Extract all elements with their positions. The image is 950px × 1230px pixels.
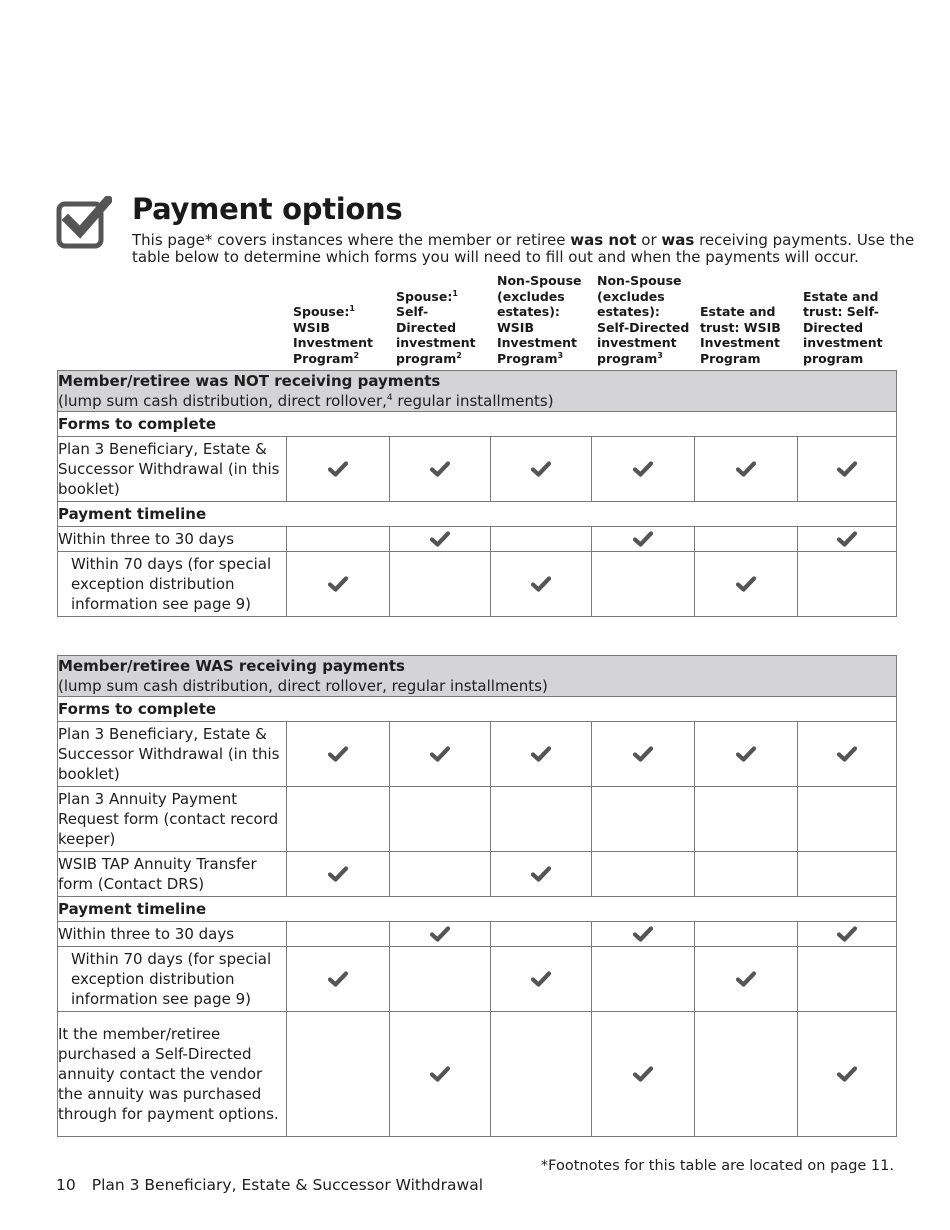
check-cell (491, 1012, 592, 1137)
row-label: It the member/retiree purchased a Self-Directed annuity contact the vendor the annuity was purchased through for payment options. (58, 1012, 287, 1137)
page-footer (56, 1176, 483, 1194)
checkmark-icon (837, 531, 857, 547)
section-header: Member/retiree WAS receiving payments (lump sum cash distribution, direct rollover, regular installments) (58, 656, 897, 697)
checkmark-icon (430, 531, 450, 547)
check-cell (695, 527, 798, 552)
table-row (58, 1012, 897, 1137)
table-row (58, 437, 897, 502)
checkmark-icon (328, 576, 348, 592)
check-cell (798, 922, 897, 947)
check-cell (287, 552, 390, 617)
row-label: Plan 3 Annuity Payment Request form (contact record keeper) (58, 787, 287, 852)
checkmark-icon (531, 576, 551, 592)
timeline-subheader: Payment timeline (58, 897, 897, 922)
table-row (58, 787, 897, 852)
checkmark-icon (328, 746, 348, 762)
checkmark-icon (736, 971, 756, 987)
checkmark-icon (531, 866, 551, 882)
check-cell (592, 437, 695, 502)
table-row (58, 852, 897, 897)
column-header: Spouse:$^1$ Self- Directed investment program$^2$ (396, 288, 476, 366)
column-header: Spouse:$^1$ WSIB Investment Program$^2$ (293, 303, 373, 366)
row-label: WSIB TAP Annuity Transfer form (Contact DRS) (58, 852, 287, 897)
checkmark-icon (837, 461, 857, 477)
checkmark-icon (328, 461, 348, 477)
check-cell (695, 722, 798, 787)
row-label: Within three to 30 days (58, 527, 287, 552)
check-cell (592, 947, 695, 1012)
check-cell (491, 947, 592, 1012)
checkmark-icon (328, 971, 348, 987)
column-header: Non-Spouse (excludes estates): WSIB Investment Program$^3$ (497, 273, 582, 366)
check-cell (390, 852, 491, 897)
check-cell (491, 852, 592, 897)
table-row (58, 722, 897, 787)
check-cell (390, 722, 491, 787)
row-label: Plan 3 Beneficiary, Estate & Successor Withdrawal (in this booklet) (58, 437, 287, 502)
table-not-receiving (57, 370, 897, 617)
check-cell (491, 552, 592, 617)
checkbox-check-icon (56, 196, 112, 250)
row-label: Within 70 days (for special exception distribution information see page 9) (58, 552, 287, 617)
check-cell (798, 722, 897, 787)
check-cell (695, 552, 798, 617)
checkmark-icon (430, 926, 450, 942)
table-row (58, 947, 897, 1012)
check-cell (390, 527, 491, 552)
table-footnote: *Footnotes for this table are located on page 11. (540, 1158, 894, 1174)
table-row (58, 527, 897, 552)
check-cell (592, 852, 695, 897)
row-label: Plan 3 Beneficiary, Estate & Successor Withdrawal (in this booklet) (58, 722, 287, 787)
timeline-subheader: Payment timeline (58, 502, 897, 527)
check-cell (592, 722, 695, 787)
check-cell (287, 947, 390, 1012)
table-row (58, 552, 897, 617)
column-header: Estate and trust: Self- Directed investment program (803, 288, 883, 366)
checkmark-icon (633, 926, 653, 942)
section-header: Member/retiree was NOT receiving payments (lump sum cash distribution, direct rollover,$^4$ regular installments) (58, 371, 897, 412)
footer-title: Plan 3 Beneficiary, Estate & Successor Withdrawal (91, 1176, 484, 1194)
checkmark-icon (633, 1066, 653, 1082)
check-cell (798, 1012, 897, 1137)
check-cell (798, 947, 897, 1012)
check-cell (287, 1012, 390, 1137)
check-cell (592, 527, 695, 552)
page-number: 10 (56, 1176, 76, 1194)
check-cell (798, 852, 897, 897)
check-cell (390, 552, 491, 617)
check-cell (491, 527, 592, 552)
check-cell (695, 787, 798, 852)
table-was-receiving (57, 655, 897, 1137)
check-cell (390, 922, 491, 947)
column-header: Estate and trust: WSIB Investment Program (700, 304, 781, 366)
check-cell (390, 437, 491, 502)
checkmark-icon (633, 746, 653, 762)
check-cell (798, 437, 897, 502)
checkmark-icon (736, 746, 756, 762)
checkmark-icon (531, 461, 551, 477)
check-cell (491, 437, 592, 502)
check-cell (695, 852, 798, 897)
checkmark-icon (837, 746, 857, 762)
forms-subheader: Forms to complete (58, 697, 897, 722)
intro-paragraph: This page* covers instances where the member or retiree was not or was receiving payments. Use the table below to determine which forms you will need to fill out and when the payments will occur. (132, 231, 915, 266)
forms-subheader: Forms to complete (58, 412, 897, 437)
check-cell (390, 787, 491, 852)
check-cell (592, 922, 695, 947)
check-cell (491, 722, 592, 787)
row-label: Within 70 days (for special exception distribution information see page 9) (58, 947, 287, 1012)
checkmark-icon (430, 746, 450, 762)
checkmark-icon (837, 926, 857, 942)
check-cell (491, 922, 592, 947)
check-cell (798, 552, 897, 617)
check-cell (695, 922, 798, 947)
check-cell (287, 527, 390, 552)
check-cell (798, 527, 897, 552)
checkmark-icon (837, 1066, 857, 1082)
checkmark-icon (328, 866, 348, 882)
checkmark-icon (430, 461, 450, 477)
check-cell (695, 437, 798, 502)
checkmark-icon (633, 461, 653, 477)
table-row (58, 922, 897, 947)
check-cell (287, 852, 390, 897)
row-label: Within three to 30 days (58, 922, 287, 947)
check-cell (287, 722, 390, 787)
column-header: Non-Spouse (excludes estates): Self-Directed investment program$^3$ (597, 273, 690, 366)
checkmark-icon (736, 576, 756, 592)
page-title: Payment options (132, 192, 403, 226)
check-cell (592, 787, 695, 852)
check-cell (287, 787, 390, 852)
check-cell (592, 1012, 695, 1137)
check-cell (592, 552, 695, 617)
check-cell (798, 787, 897, 852)
check-cell (287, 437, 390, 502)
checkmark-icon (633, 531, 653, 547)
checkmark-icon (531, 746, 551, 762)
check-cell (695, 947, 798, 1012)
checkmark-icon (736, 461, 756, 477)
check-cell (287, 922, 390, 947)
check-cell (695, 1012, 798, 1137)
checkmark-icon (531, 971, 551, 987)
check-cell (390, 947, 491, 1012)
check-cell (491, 787, 592, 852)
column-headers (57, 270, 896, 370)
checkmark-icon (430, 1066, 450, 1082)
check-cell (390, 1012, 491, 1137)
